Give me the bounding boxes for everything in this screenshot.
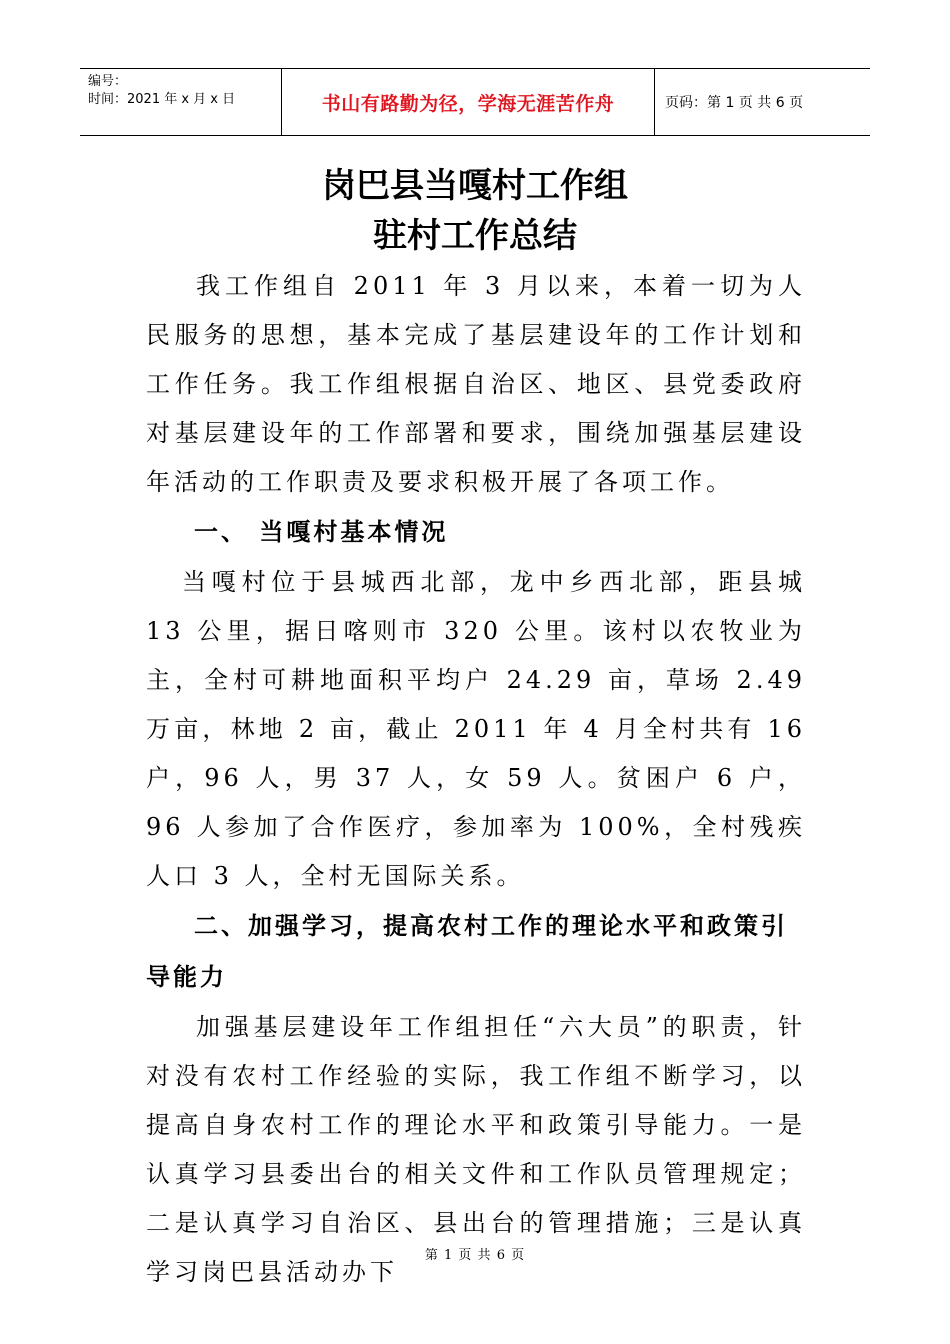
section1-heading: 一、 当嘎村基本情况 (194, 518, 449, 546)
section2-paragraph: 加强基层建设年工作组担任“六大员”的职责，针对没有农村工作经验的实际，我工作组不断学习，以提高自身农村工作的理论水平和政策引导能力。一是认真学习县委出台的相关文件和工作队员管理规定；二是认真学习自治区、县出台的管理措施；三是认真学习岗巴县活动办下 (146, 1013, 806, 1286)
header-page-info: 页码：第 1 页 共 6 页 (665, 95, 804, 111)
document-header (80, 68, 870, 136)
document-title-line2: 驻村工作总结 (373, 216, 577, 256)
number-label: 编号： (88, 74, 128, 89)
page-footer: 第 1 页 共 6 页 (424, 1248, 526, 1263)
document-body (146, 262, 806, 1297)
document-title-line1: 岗巴县当嘎村工作组 (322, 166, 628, 206)
section1-paragraph: 当嘎村位于县城西北部，龙中乡西北部，距县城 13 公里，据日喀则市 320 公里。该村以农牧业为主，全村可耕地面积平均户 24.29 亩，草场 2.49 万亩，林地 2 亩，截止 2011 年 4 月全村共有 16 户，96 人，男 37 人，女 59 人。贫困户 6 户，96 人参加了合作医疗，参加率为 100%，全村残疾人口 3 人，全村无国际关系。 (146, 568, 806, 890)
intro-paragraph: 我工作组自 2011 年 3 月以来，本着一切为人民服务的思想，基本完成了基层建设年的工作计划和工作任务。我工作组根据自治区、地区、县党委政府对基层建设年的工作部署和要求，围绕加强基层建设年活动的工作职责及要求积极开展了各项工作。 (146, 272, 806, 496)
header-motto: 书山有路勤为径，学海无涯苦作舟 (282, 69, 655, 135)
header-meta (80, 69, 282, 135)
section2-heading: 二、加强学习，提高农村工作的理论水平和政策引导能力 (146, 912, 788, 991)
date-label: 时间：2021 年 x 月 x 日 (88, 92, 236, 107)
